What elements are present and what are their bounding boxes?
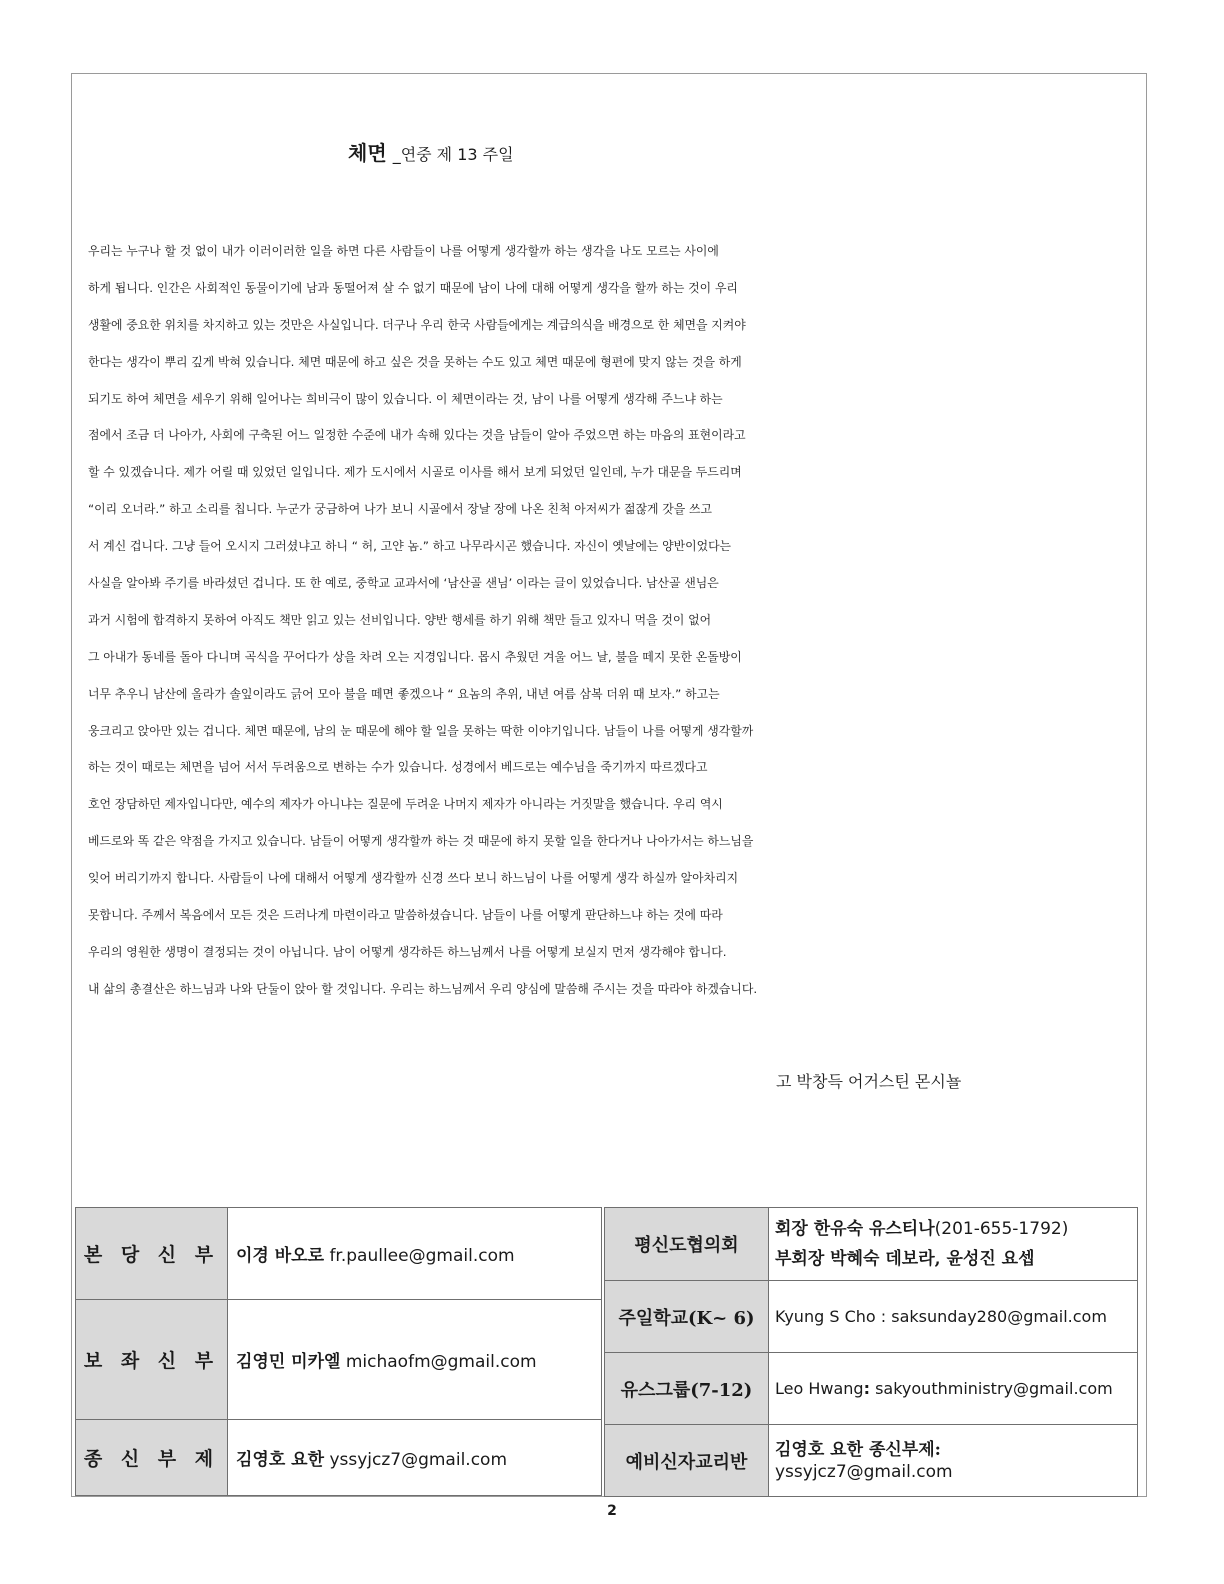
body-line: 하게 됩니다. 인간은 사회적인 동물이기에 남과 동떨어져 살 수 없기 때문에 남이 나에 대해 어떻게 생각을 할까 하는 것이 우리 — [88, 280, 738, 295]
pastor-label: 본 당 신 부 — [76, 1208, 228, 1300]
body-line: 그 아내가 동네를 돌아 다니며 곡식을 꾸어다가 상을 차려 오는 지경입니다. 몹시 추웠던 겨울 어느 날, 불을 떼지 못한 온돌방이 — [88, 649, 742, 664]
pastor-name: 이경 바오로 — [236, 1246, 325, 1267]
body-line: 하는 것이 때로는 체면을 넘어 서서 두려움으로 변하는 수가 있습니다. 성경에서 베드로는 예수님을 죽기까지 따르겠다고 — [88, 760, 708, 775]
body-line: 서 계신 겁니다. 그냥 들어 오시지 그러셨냐고 하니 “ 허, 고얀 놈.” 하고 나무라시곤 했습니다. 자신이 옛날에는 양반이었다는 — [88, 539, 732, 554]
title-main: 체면 — [348, 141, 387, 165]
catechumen-row — [605, 1425, 1138, 1497]
clergy-row-deacon — [76, 1419, 602, 1495]
clergy-row-pastor — [76, 1208, 602, 1300]
associate-pastor-contact — [228, 1300, 602, 1419]
catechumen-contact-email[interactable]: yssyjcz7@gmail.com — [775, 1461, 953, 1482]
body-line: 못합니다. 주께서 복음에서 모든 것은 드러나게 마련이라고 말씀하셨습니다. 남들이 나를 어떻게 판단하느냐 하는 것에 따라 — [88, 908, 723, 923]
youth-group-contact — [769, 1353, 1138, 1425]
deacon-email[interactable]: yssyjcz7@gmail.com — [329, 1449, 508, 1470]
body-line: 호언 장담하던 제자입니다만, 예수의 제자가 아니냐는 질문에 두려운 나머지 제자가 아니라는 거짓말을 했습니다. 우리 역시 — [88, 797, 723, 812]
ministry-contact-table — [604, 1207, 1138, 1497]
body-line: 되기도 하여 체면을 세우기 위해 일어나는 희비극이 많이 있습니다. 이 체면이라는 것, 남이 나를 어떻게 생각해 주느냐 하는 — [88, 391, 723, 406]
body-line: 내 삶의 총결산은 하느님과 나와 단둘이 앉아 할 것입니다. 우리는 하느님께서 우리 양심에 말씀해 주시는 것을 따라야 하겠습니다. — [88, 981, 758, 996]
body-line: 사실을 알아봐 주기를 바라셨던 겁니다. 또 한 예로, 중학교 교과서에 ‘남산골 샌님’ 이라는 글이 있었습니다. 남산골 샌님은 — [88, 576, 719, 591]
catechumen-contact-name: 김영호 요한 종신부제: — [775, 1439, 941, 1460]
youth-group-colon: : — [863, 1379, 870, 1398]
sunday-school-row — [605, 1281, 1138, 1353]
body-line: 과거 시험에 합격하지 못하여 아직도 책만 읽고 있는 선비입니다. 양반 행세를 하기 위해 책만 들고 있자니 먹을 것이 없어 — [88, 612, 712, 627]
catechumen-contact — [769, 1425, 1138, 1497]
council-label: 평신도협의회 — [605, 1208, 769, 1281]
body-line: “이리 오너라.” 하고 소리를 칩니다. 누군가 궁금하여 나가 보니 시골에서 장날 장에 나온 친척 아저씨가 젊잖게 갓을 쓰고 — [88, 502, 712, 517]
body-line: 너무 추우니 남산에 올라가 솔잎이라도 긁어 모아 불을 떼면 좋겠으나 “ 요놈의 추위, 내년 여름 삼복 더위 때 보자.” 하고는 — [88, 686, 720, 701]
author-signature: 고 박창득 어거스틴 몬시뇰 — [776, 1072, 962, 1091]
associate-pastor-email[interactable]: michaofm@gmail.com — [345, 1352, 537, 1373]
youth-group-email[interactable]: sakyouthministry@gmail.com — [875, 1379, 1113, 1398]
pastor-email[interactable]: fr.paullee@gmail.com — [329, 1246, 515, 1267]
homily-body — [88, 233, 1148, 1008]
page-title — [348, 137, 514, 166]
council-vice-presidents: 부회장 박혜숙 데보라, 윤성진 요셉 — [775, 1249, 1035, 1269]
deacon-contact — [228, 1419, 602, 1495]
body-line: 점에서 조금 더 나아가, 사회에 구축된 어느 일정한 수준에 내가 속해 있다는 것을 남들이 알아 주었으면 하는 마음의 표현이라고 — [88, 428, 746, 443]
youth-group-name: Leo Hwang — [775, 1379, 864, 1398]
deacon-name: 김영호 요한 — [236, 1449, 325, 1470]
youth-group-label: 유스그룹(7-12) — [605, 1353, 769, 1425]
sunday-school-label: 주일학교(K~ 6) — [605, 1281, 769, 1353]
clergy-contact-table — [75, 1207, 602, 1496]
council-contact — [769, 1208, 1138, 1281]
page-number: 2 — [607, 1503, 617, 1519]
catechumen-label: 예비신자교리반 — [605, 1425, 769, 1497]
body-line: 웅크리고 앉아만 있는 겁니다. 체면 때문에, 남의 눈 때문에 해야 할 일을 못하는 딱한 이야기입니다. 남들이 나를 어떻게 생각할까 — [88, 723, 754, 738]
council-president: 회장 한유숙 유스티나 — [775, 1219, 935, 1239]
youth-group-row — [605, 1353, 1138, 1425]
body-line: 우리의 영원한 생명이 결정되는 것이 아닙니다. 남이 어떻게 생각하든 하느님께서 나를 어떻게 보실지 먼저 생각해야 합니다. — [88, 944, 727, 959]
council-row — [605, 1208, 1138, 1281]
title-subtitle: _연중 제 13 주일 — [392, 145, 514, 164]
sunday-school-contact: Kyung S Cho : saksunday280@gmail.com — [769, 1281, 1138, 1353]
body-line: 할 수 있겠습니다. 제가 어릴 때 있었던 일입니다. 제가 도시에서 시골로 이사를 해서 보게 되었던 일인데, 누가 대문을 두드리며 — [88, 465, 742, 480]
associate-pastor-name: 김영민 미카엘 — [236, 1352, 341, 1373]
deacon-label: 종 신 부 제 — [76, 1419, 228, 1495]
council-president-line — [775, 1214, 1136, 1244]
clergy-row-associate — [76, 1300, 602, 1419]
body-line: 우리는 누구나 할 것 없이 내가 이러이러한 일을 하면 다른 사람들이 나를 어떻게 생각할까 하는 생각을 나도 모르는 사이에 — [88, 244, 719, 258]
body-line: 한다는 생각이 뿌리 깊게 박혀 있습니다. 체면 때문에 하고 싶은 것을 못하는 수도 있고 체면 때문에 형편에 맞지 않는 것을 하게 — [88, 354, 742, 369]
body-line: 잊어 버리기까지 합니다. 사람들이 나에 대해서 어떻게 생각할까 신경 쓰다 보니 하느님이 나를 어떻게 생각 하실까 알아차리지 — [88, 871, 739, 886]
body-line: 생활에 중요한 위치를 차지하고 있는 것만은 사실입니다. 더구나 우리 한국 사람들에게는 계급의식을 배경으로 한 체면을 지켜야 — [88, 317, 746, 332]
council-president-phone: (201-655-1792) — [934, 1219, 1069, 1239]
associate-pastor-label: 보 좌 신 부 — [76, 1300, 228, 1419]
body-line: 베드로와 똑 같은 약점을 가지고 있습니다. 남들이 어떻게 생각할까 하는 것 때문에 하지 못할 일을 한다거나 나아가서는 하느님을 — [88, 834, 754, 849]
pastor-contact — [228, 1208, 602, 1300]
